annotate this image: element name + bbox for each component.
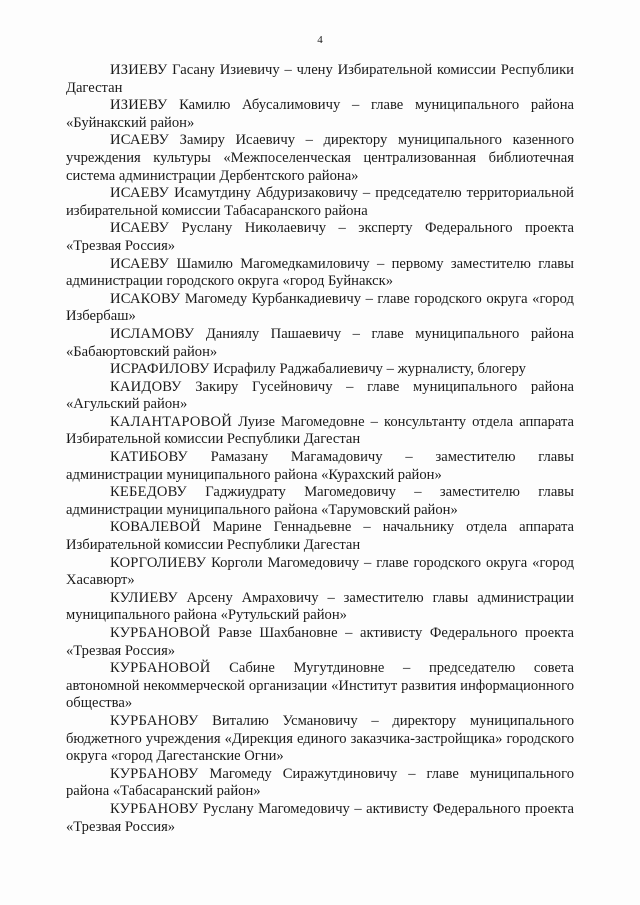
list-item — [66, 484, 574, 519]
recipient-details: Камилю Абусалимовичу – главе муниципального района «Буйнакский район» — [66, 97, 574, 131]
recipient-details: Гасану Изиевичу – члену Избирательной комиссии Республики Дагестан — [66, 62, 574, 96]
recipient-details: Руслану Магомедовичу – активисту Федерального проекта «Трезвая Россия» — [66, 800, 574, 835]
recipient-details: Руслану Николаевичу – эксперту Федерального проекта «Трезвая Россия» — [66, 220, 574, 254]
recipient-details: Арсену Амраховичу – заместителю главы администрации муниципального района «Рутульский район» — [66, 589, 574, 624]
list-item — [66, 379, 574, 414]
recipient-details: Исамутдину Абдуризаковичу – председателю территориальной избирательной комиссии Табасаранского района — [66, 185, 574, 219]
list-item — [66, 62, 574, 97]
list-item — [66, 185, 574, 220]
recipient-surname: ИЗИЕВУ — [110, 62, 168, 78]
recipient-details: Корголи Магомедовичу – главе городского округа «город Хасавюрт» — [66, 554, 574, 589]
recipient-details: Магомеду Курбанкадиевичу – главе городского округа «город Избербаш» — [66, 290, 574, 325]
award-list — [66, 62, 574, 836]
list-item — [66, 361, 574, 379]
recipient-details: Равзе Шахбановне – активисту Федерального проекта «Трезвая Россия» — [66, 625, 574, 659]
recipient-surname: КАТИБОВУ — [110, 449, 188, 466]
list-item — [66, 97, 574, 132]
list-item — [66, 519, 574, 554]
recipient-details: Рамазану Магамадовичу – заместителю главы администрации муниципального района «Курахский район» — [66, 449, 574, 483]
list-item — [66, 449, 574, 484]
recipient-surname: ИСАЕВУ — [110, 132, 170, 149]
recipient-surname: КУРБАНОВУ — [110, 800, 199, 817]
recipient-details: Сабине Мугутдиновне – председателю совета автономной некоммерческой организации «Институт развития информационного общества» — [66, 660, 574, 712]
list-item — [66, 326, 574, 361]
recipient-surname: КОРГОЛИЕВУ — [110, 554, 207, 571]
list-item — [66, 555, 574, 590]
recipient-details: Исрафилу Раджабалиевичу – журналисту, блогеру — [209, 361, 526, 378]
recipient-surname: КУРБАНОВОЙ — [110, 625, 211, 641]
recipient-details: Гаджиудрату Магомедовичу – заместителю главы администрации муниципального района «Тарумовский район» — [66, 484, 574, 518]
recipient-details: Шамилю Магомедкамиловичу – первому заместителю главы администрации городского округа «город Буйнакск» — [66, 255, 574, 290]
recipient-surname: ИСАКОВУ — [110, 290, 181, 307]
recipient-surname: КАИДОВУ — [110, 378, 182, 395]
list-item — [66, 766, 574, 801]
recipient-surname: ИСАЕВУ — [110, 255, 170, 272]
recipient-details: Луизе Магомедовне – консультанту отдела аппарата Избирательной комиссии Республики Дагестан — [66, 413, 574, 448]
recipient-surname: КОВАЛЕВОЙ — [110, 519, 201, 536]
recipient-details: Даниялу Пашаевичу – главе муниципального района «Бабаюртовский район» — [66, 325, 574, 360]
list-item — [66, 220, 574, 255]
list-item — [66, 291, 574, 326]
recipient-surname: ИСАЕВУ — [110, 220, 170, 237]
recipient-details: Замиру Исаевичу – директору муниципального казенного учреждения культуры «Межпоселенческая централизованная библиотечная система администрации Дербентского района» — [66, 132, 574, 184]
list-item — [66, 801, 574, 836]
recipient-surname: КУРБАНОВОЙ — [110, 660, 211, 677]
recipient-surname: ИСЛАМОВУ — [110, 325, 195, 342]
recipient-surname: КУРБАНОВУ — [110, 712, 199, 729]
recipient-details: Марине Геннадьевне – начальнику отдела аппарата Избирательной комиссии Республики Дагестан — [66, 519, 574, 554]
list-item — [66, 590, 574, 625]
recipient-surname: ИСАЕВУ — [110, 185, 170, 202]
recipient-details: Закиру Гусейновичу – главе муниципального района «Агульский район» — [66, 378, 574, 413]
recipient-surname: КАЛАНТАРОВОЙ — [110, 413, 233, 430]
page-number: 4 — [317, 34, 323, 46]
list-item — [66, 660, 574, 713]
recipient-surname: КУЛИЕВУ — [110, 589, 178, 606]
recipient-surname: КУРБАНОВУ — [110, 765, 199, 782]
recipient-surname: ИЗИЕВУ — [110, 97, 168, 114]
list-item — [66, 132, 574, 185]
recipient-surname: КЕБЕДОВУ — [110, 484, 187, 501]
recipient-surname: ИСРАФИЛОВУ — [110, 361, 210, 378]
list-item — [66, 625, 574, 660]
recipient-details: Магомеду Сиражутдиновичу – главе муниципального района «Табасаранский район» — [66, 765, 574, 800]
list-item — [66, 256, 574, 291]
list-item — [66, 414, 574, 449]
list-item — [66, 713, 574, 766]
recipient-details: Виталию Усмановичу – директору муниципального бюджетного учреждения «Дирекция единого заказчика-застройщика» городского округа «город Дагестанские Огни» — [66, 712, 574, 765]
